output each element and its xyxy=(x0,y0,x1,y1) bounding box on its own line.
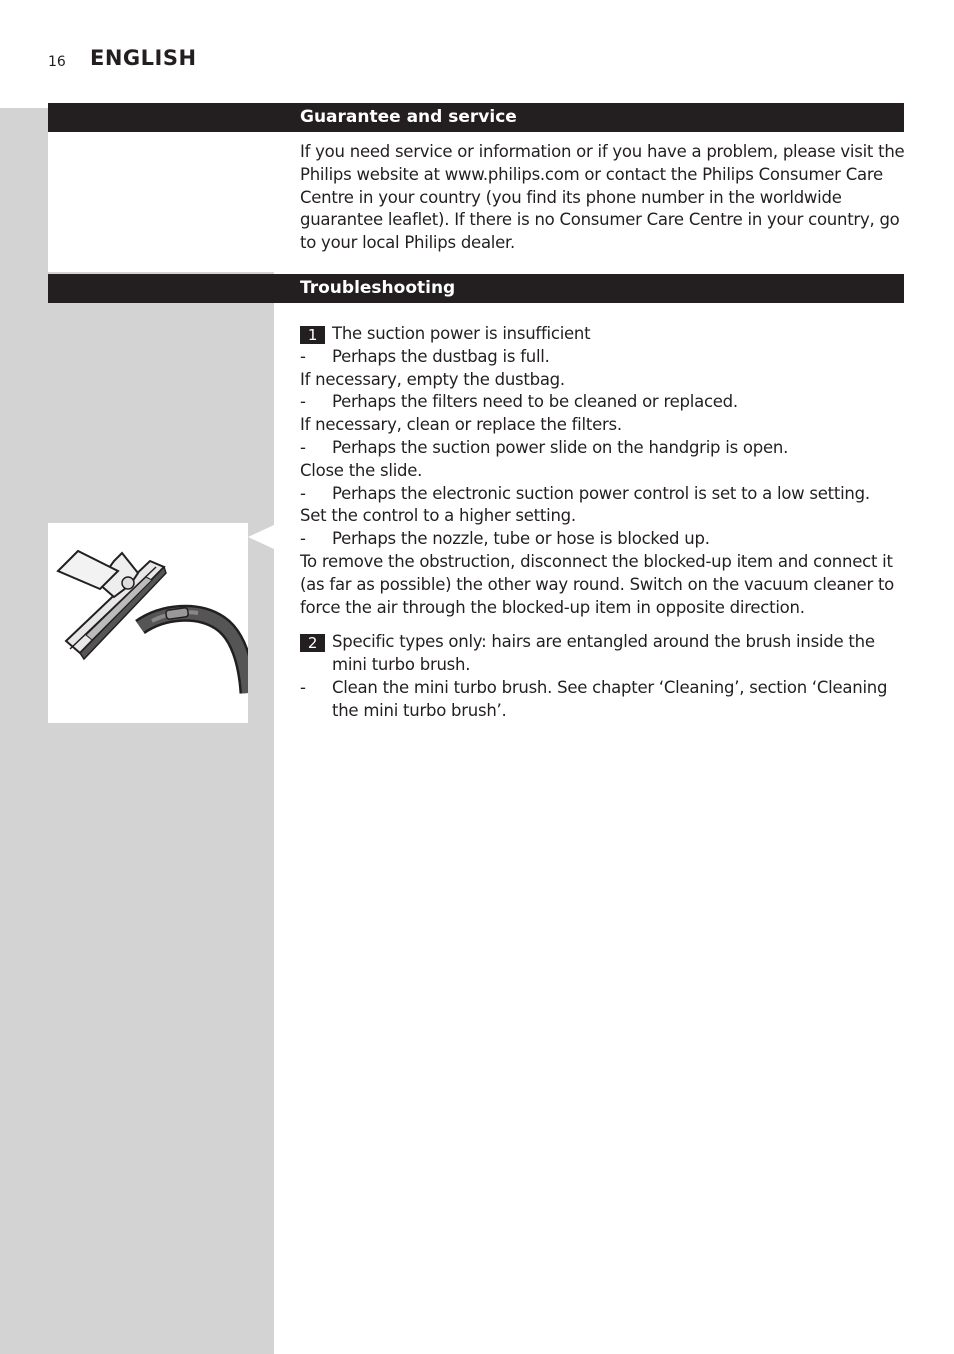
dash-marker: - xyxy=(300,529,306,549)
dash-marker: - xyxy=(300,346,306,366)
step-number-badge: 1 xyxy=(300,326,325,344)
solution-text: If necessary, clean or replace the filters. xyxy=(300,415,622,435)
bullet-item: - Perhaps the filters need to be cleaned or replaced. xyxy=(300,391,906,414)
sidebar-blank-guarantee xyxy=(48,130,274,272)
solution-text: Close the slide. xyxy=(300,460,423,480)
guarantee-paragraph: If you need service or information or if you have a problem, please visit the Philips website at www.philips.com or contact the Philips Consumer Care Centre in your country (you find its phone number in the worldwide guarantee leaflet). If there is no Consumer Care Centre in your country, go to your local Philips dealer. xyxy=(300,142,905,253)
solution-text: If necessary, empty the dustbag. xyxy=(300,369,565,389)
problem-1-heading xyxy=(300,323,906,346)
problem-heading: The suction power is insufficient xyxy=(332,324,591,343)
bullet-item: - Perhaps the electronic suction power control is set to a low setting. xyxy=(300,483,906,506)
dash-marker: - xyxy=(300,677,306,697)
language-title: ENGLISH xyxy=(90,46,197,70)
section-title-guarantee: Guarantee and service xyxy=(300,107,517,127)
nozzle-hose-icon xyxy=(48,523,248,723)
bullet-item: - Perhaps the suction power slide on the handgrip is open. xyxy=(300,437,906,460)
problem-2-heading xyxy=(300,631,906,677)
solution-text: To remove the obstruction, disconnect the blocked-up item and connect it (as far as possible) the other way round. Switch on the vacuum cleaner to force the air through the blocked-up item in opposite direction. xyxy=(300,551,895,617)
section-bar-guarantee xyxy=(48,103,904,132)
vacuum-nozzle-hose-illustration xyxy=(48,523,248,723)
step-number-badge: 2 xyxy=(300,634,325,652)
dash-marker: - xyxy=(300,392,306,412)
dash-marker: - xyxy=(300,483,306,503)
section-title-troubleshooting: Troubleshooting xyxy=(300,278,456,298)
solution-text: Set the control to a higher setting. xyxy=(300,506,576,526)
bullet-item: - Perhaps the nozzle, tube or hose is blocked up. xyxy=(300,528,906,551)
page-number: 16 xyxy=(48,54,66,70)
bullet-item: - Clean the mini turbo brush. See chapter ‘Cleaning’, section ‘Cleaning the mini turbo brush’. xyxy=(300,677,888,720)
illustration-pointer xyxy=(248,525,274,549)
problem-heading: Specific types only: hairs are entangled around the brush inside the mini turbo brush. xyxy=(332,632,875,675)
bullet-item: - Perhaps the dustbag is full. xyxy=(300,346,906,369)
troubleshooting-content xyxy=(300,323,906,723)
section-bar-troubleshooting xyxy=(48,274,904,303)
dash-marker: - xyxy=(300,437,306,457)
